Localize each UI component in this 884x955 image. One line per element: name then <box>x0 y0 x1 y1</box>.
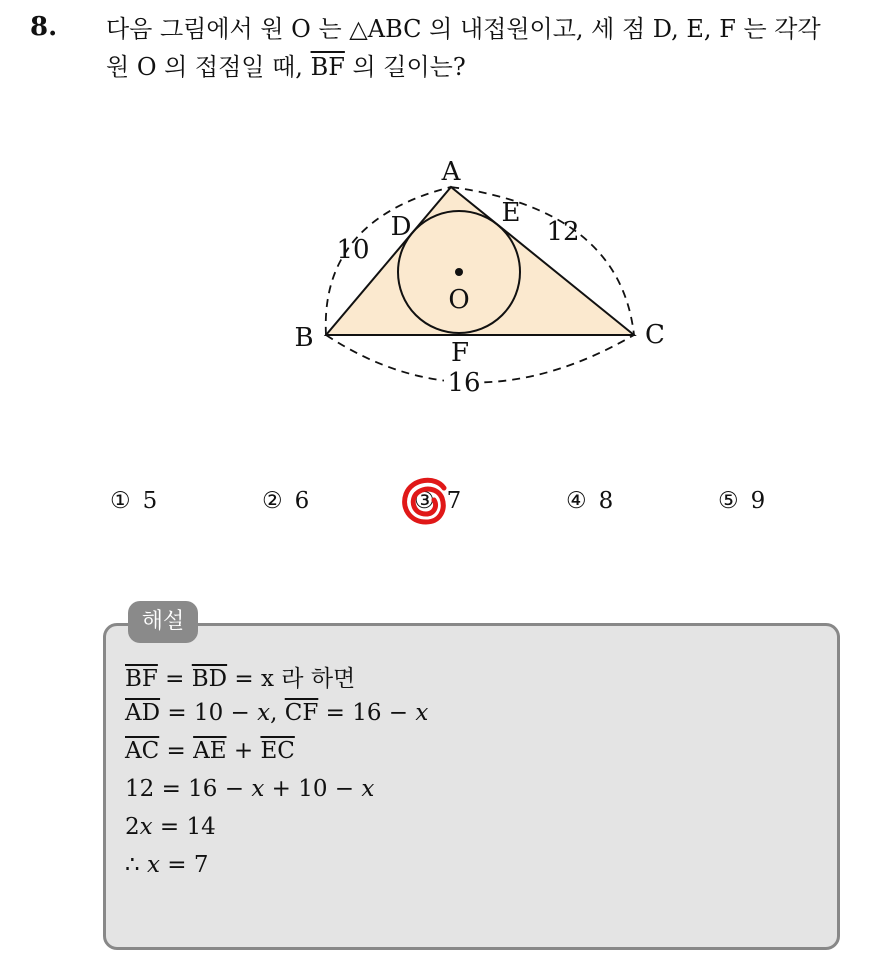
choice-1[interactable] <box>110 488 157 514</box>
line2-rest1: = 10 − <box>160 700 258 726</box>
choice-3-number: ③ <box>414 488 435 514</box>
length-ac: 12 <box>546 217 580 247</box>
segment-bf-label: $\overline{BF}$ <box>310 53 345 81</box>
choice-1-value: 5 <box>142 488 158 514</box>
center-point-o <box>455 268 463 276</box>
question-text-line1: 다음 그림에서 원 O 는 △ABC 의 내접원이고, 세 점 D, E, F 는 각각 <box>106 15 821 43</box>
choice-4-number: ④ <box>566 488 587 514</box>
line2-sep: , <box>270 700 285 726</box>
equals-1: = <box>157 666 192 692</box>
label-e: E <box>501 198 521 228</box>
line5-p2: = 14 <box>152 814 216 840</box>
choice-2-value: 6 <box>294 488 310 514</box>
line2-x2: x <box>415 700 429 726</box>
label-a: A <box>441 157 461 187</box>
solution-line-5 <box>125 814 216 840</box>
length-ab: 10 <box>336 235 370 265</box>
line1-rest: = x 라 하면 <box>227 666 356 692</box>
choice-1-number: ① <box>110 488 131 514</box>
length-bc: 16 <box>447 368 481 398</box>
label-d: D <box>390 212 412 242</box>
choice-2[interactable] <box>262 488 309 514</box>
solution-line-6 <box>125 852 208 878</box>
segment-ad: $\overline{AD}$ <box>125 700 161 726</box>
line5-p1: 2 <box>125 814 140 840</box>
solution-line-4 <box>125 776 374 802</box>
line3-plus: + <box>226 738 261 764</box>
choice-5-value: 9 <box>750 488 766 514</box>
choice-4[interactable] <box>566 488 613 514</box>
choice-2-number: ② <box>262 488 283 514</box>
segment-bd: $\overline{BD}$ <box>191 666 228 692</box>
choice-5-number: ⑤ <box>718 488 739 514</box>
label-c: C <box>645 320 665 350</box>
line4-x1: x <box>251 776 265 802</box>
segment-bf: $\overline{BF}$ <box>125 666 158 692</box>
segment-ae: $\overline{AE}$ <box>193 738 227 764</box>
incircle-figure <box>0 0 884 470</box>
line4-p2: + 10 − <box>264 776 362 802</box>
choice-4-value: 8 <box>598 488 614 514</box>
line6-p2: = 7 <box>159 852 209 878</box>
line6-x1: x <box>146 852 160 878</box>
question-text-post: 의 길이는? <box>344 53 466 81</box>
label-o: O <box>448 285 470 315</box>
segment-ec: $\overline{EC}$ <box>260 738 295 764</box>
line4-p1: 12 = 16 − <box>125 776 252 802</box>
solution-line-3 <box>125 738 295 764</box>
line6-p1: ∴ <box>125 852 147 878</box>
segment-ac: $\overline{AC}$ <box>125 738 160 764</box>
solution-line-1 <box>125 660 355 693</box>
choice-5[interactable] <box>718 488 765 514</box>
line3-eq: = <box>159 738 194 764</box>
line5-x1: x <box>139 814 153 840</box>
label-b: B <box>294 323 314 353</box>
segment-cf: $\overline{CF}$ <box>284 700 319 726</box>
line4-x2: x <box>361 776 375 802</box>
question-number: 8. <box>30 12 58 42</box>
solution-tab: 해설 <box>128 601 198 643</box>
answer-mark-icon <box>400 474 452 530</box>
label-f: F <box>450 338 470 368</box>
line2-rest2: = 16 − <box>318 700 416 726</box>
triangle-abc <box>326 187 634 335</box>
question-text-pre: 원 O 의 접점일 때, <box>106 53 311 81</box>
line2-x1: x <box>257 700 271 726</box>
solution-line-2 <box>125 700 428 726</box>
choice-3-value: 7 <box>446 488 462 514</box>
